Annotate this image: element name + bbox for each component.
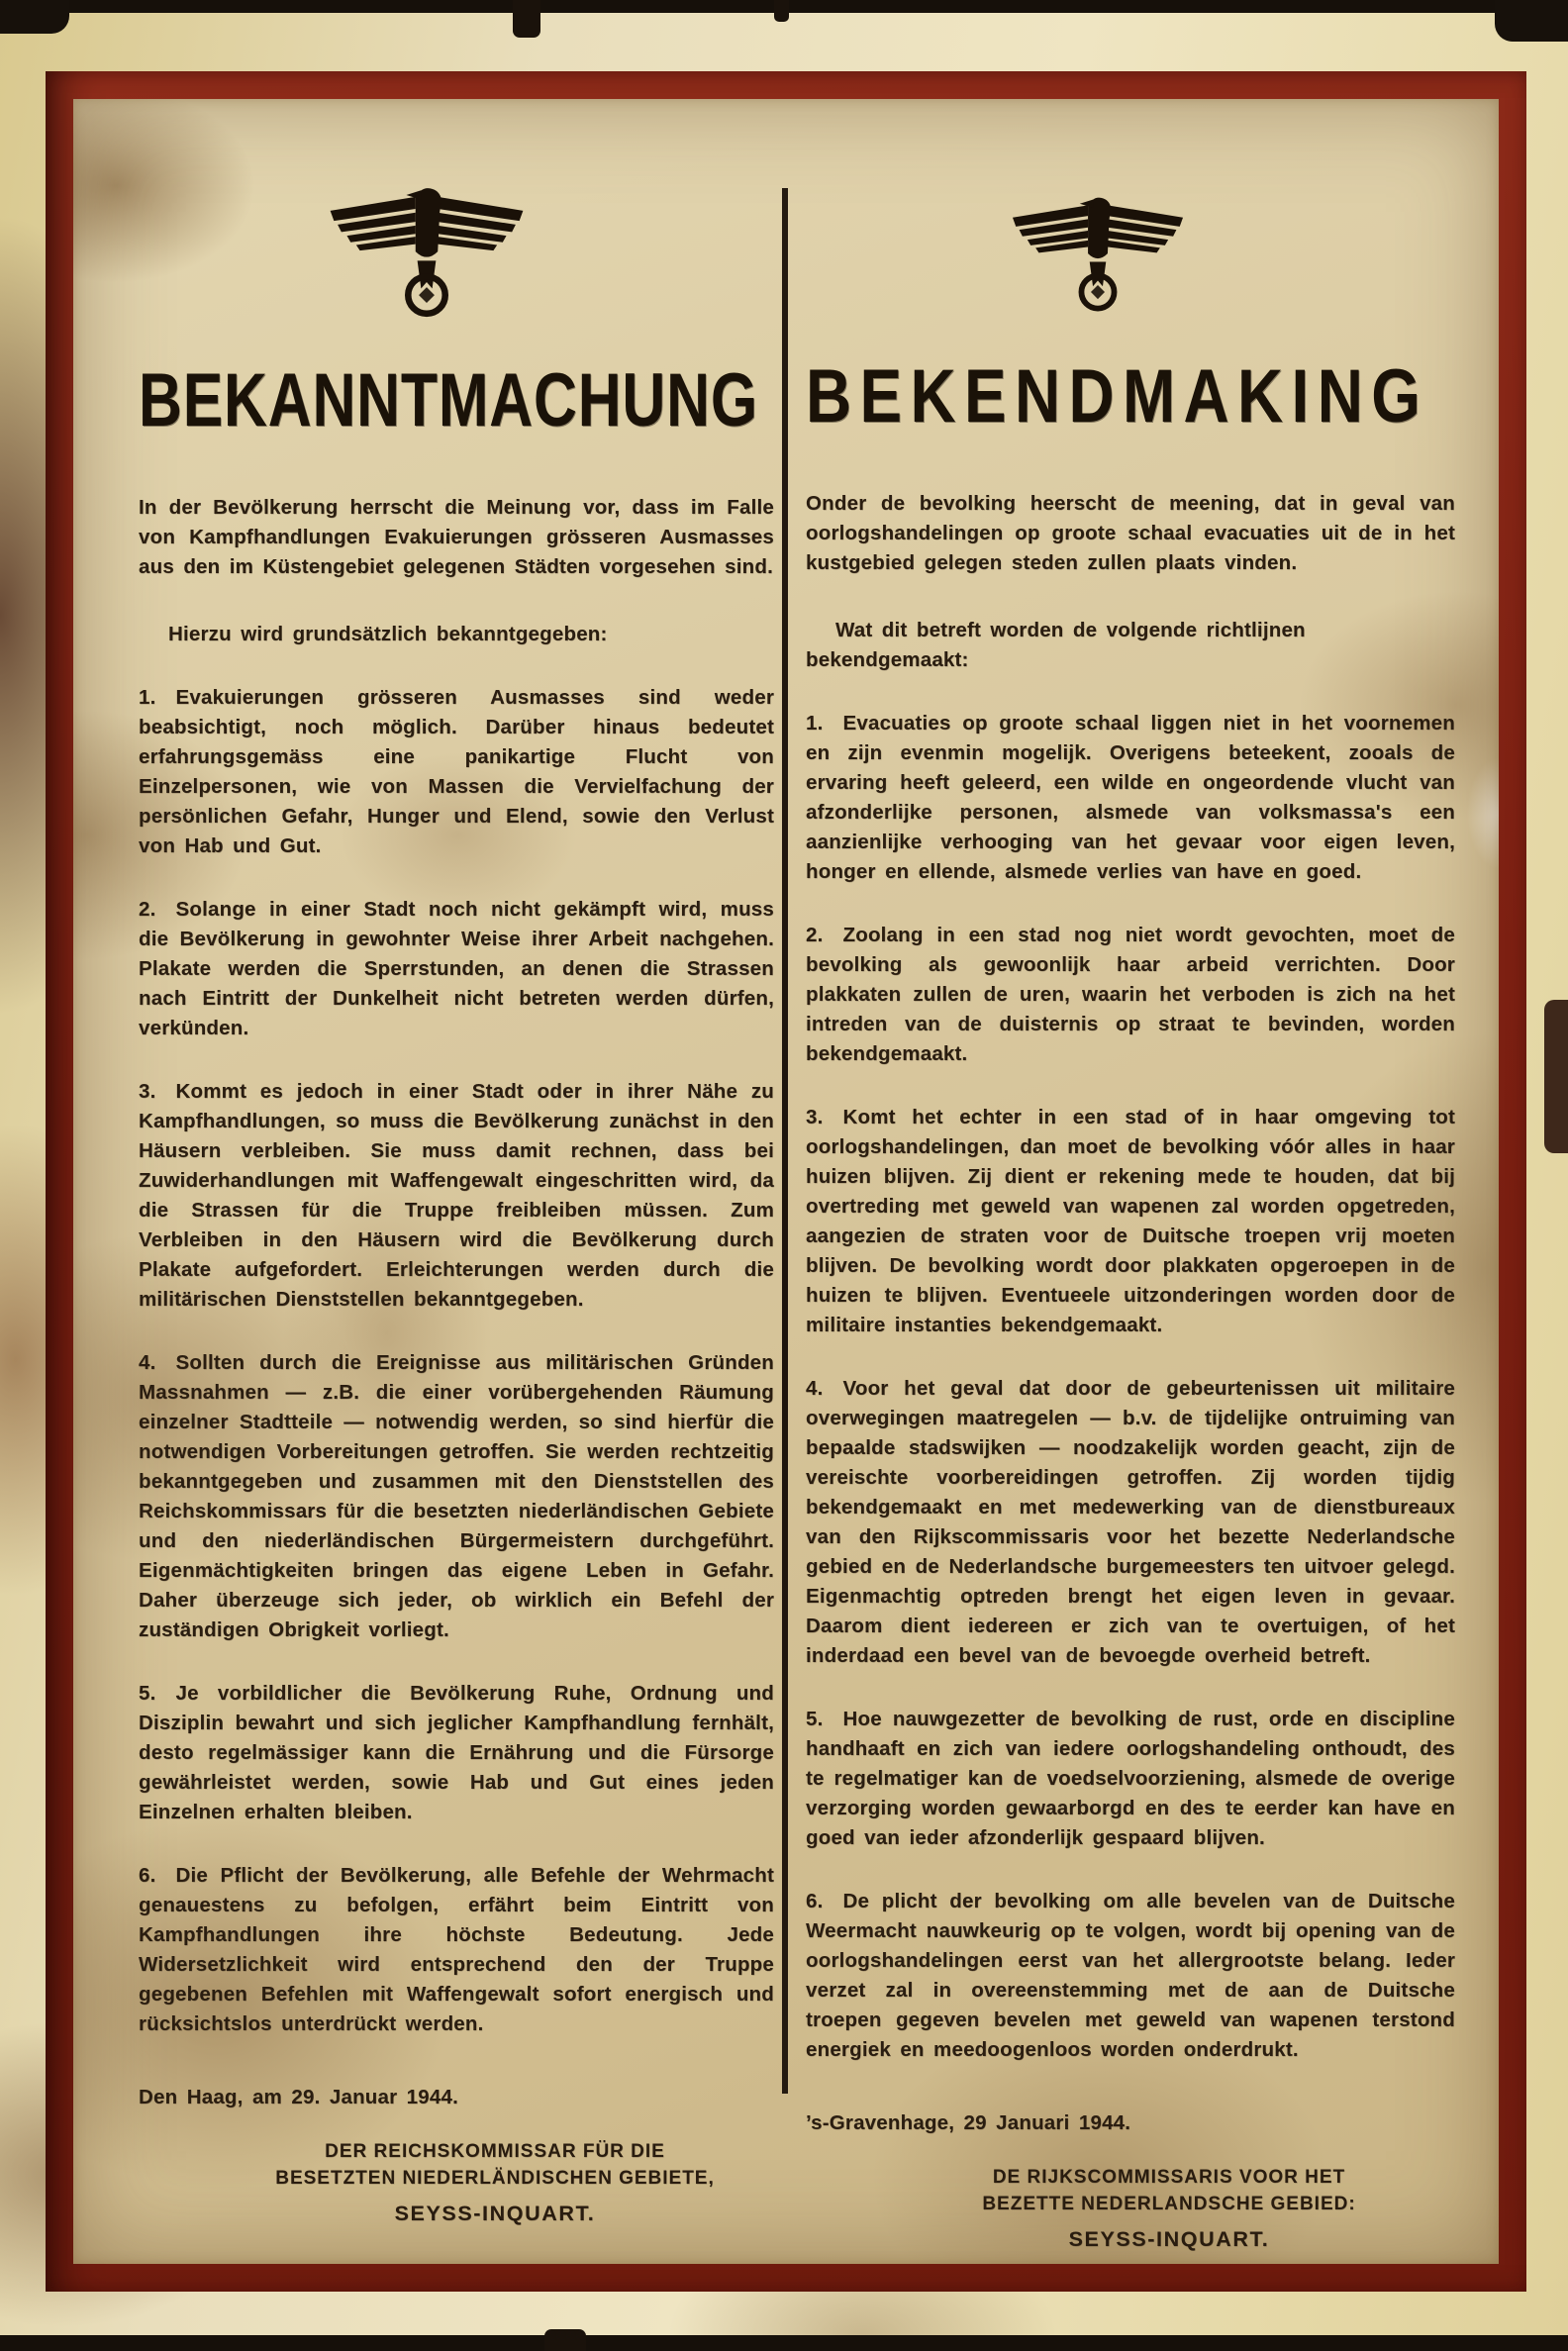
item-number: 3. (806, 1106, 824, 1128)
item-text: Kommt es jedoch in einer Stadt oder in ihrer Nähe zu Kampfhandlungen, so muss die Bevölkerung zunächst in den Häusern verbleiben. Sie muss damit rechnen, dass bei Zuwiderhandlungen mit Waffengewalt eingeschritten wird, da die Strassen für die Truppe freibleiben müssen. Zum Verbleiben in den Häusern wird die Bevölkerung durch Plakate aufgefordert. Erleichterungen werden durch die militärischen Dienststellen bekanntgegeben. (139, 1080, 774, 1311)
eagle-emblem-icon (325, 182, 529, 323)
proclamation-item-dutch-5 (806, 1705, 1455, 1853)
signature-block-german (139, 2138, 774, 2227)
item-text: Zoolang in een stad nog niet wordt gevochten, moet de bevolking als gewoonlijk haar arbeid verrichten. Door plakkaten zullen de uren, waarin het verboden is zich na het intreden van de duisternis op straat te bevinden, worden bekendgemaakt. (806, 924, 1455, 1065)
proclamation-item-german-4 (139, 1348, 774, 1645)
lead-in-dutch: Wat dit betreft worden de volgende richtlijnen bekendgemaakt: (806, 619, 1306, 671)
lead-in-german: Hierzu wird grundsätzlich bekanntgegeben: (168, 623, 608, 645)
proclamation-item-german-6 (139, 1861, 774, 2039)
item-text: Die Pflicht der Bevölkerung, alle Befehle der Wehrmacht genauestens zu befolgen, erfährt beim Eintritt von Kampfhandlungen ihre höchste Bedeutung. Jede Widersetzlichkeit wird entsprechend den der Truppe gegebenen Befehlen mit Waffengewalt sofort energisch und rücksichtslos unterdrückt werden. (139, 1864, 774, 2035)
item-text: Evacuaties op groote schaal liggen niet in het voornemen en zijn evenmin mogelijk. Overigens beteekent, zooals de ervaring heeft geleerd, een wilde en ongeordende vlucht van afzonderlijke personen, alsmede van volksmassa's een aanzienlijke verhooging van het gevaar voor eigen leven, honger en ellende, alsmede verlies van have en goed. (806, 712, 1455, 883)
intro-paragraph-german: In der Bevölkerung herrscht die Meinung vor, dass im Falle von Kampfhandlungen Evakuierungen grösseren Ausmasses aus den im Küstengebiet gelegenen Städten vorgesehen sind. (139, 496, 774, 578)
photo-corner-shadow (1495, 0, 1568, 42)
dateline-german: Den Haag, am 29. Januar 1944. (139, 2086, 458, 2108)
red-border-frame (46, 71, 1526, 2292)
signature-line: DE RIJKSCOMMISSARIS VOOR HET (992, 2167, 1346, 2188)
item-number: 1. (806, 712, 824, 735)
proclamation-item-dutch-4 (806, 1374, 1455, 1671)
signature-line: BEZETTE NEDERLANDSCHE GEBIED: (982, 2194, 1356, 2214)
proclamation-item-german-3 (139, 1077, 774, 1315)
photo-edge-mark (1544, 1000, 1568, 1153)
proclamation-item-dutch-2 (806, 921, 1455, 1069)
proclamation-item-german-2 (139, 895, 774, 1043)
dateline-dutch: ’s-Gravenhage, 29 Januari 1944. (806, 2111, 1131, 2134)
dutch-column (806, 354, 1455, 2253)
proclamation-item-dutch-3 (806, 1103, 1455, 1340)
photo-bottom-edge (0, 2335, 1568, 2351)
item-number: 5. (806, 1708, 824, 1730)
signature-name: SEYSS-INQUART. (1068, 2227, 1270, 2251)
proclamation-item-german-5 (139, 1679, 774, 1827)
proclamation-item-dutch-1 (806, 709, 1455, 887)
item-number: 1. (139, 686, 156, 709)
item-text: De plicht der bevolking om alle bevelen van de Duitsche Weermacht nauwkeurig op te volgen, wordt bij opening van de oorlogshandelingen eerst van het allergrootste belang. Ieder verzet zal in overeenstemming met de aan de Duitsche troepen gegeven bevelen met geweld van wapenen terstond energiek en meedoogenloos worden onderdrukt. (806, 1890, 1455, 2061)
title-dutch: BEKENDMAKING (806, 354, 1429, 439)
german-column (139, 358, 774, 2227)
signature-name: SEYSS-INQUART. (394, 2202, 596, 2225)
signature-line: DER REICHSKOMMISSAR FÜR DIE (325, 2141, 665, 2162)
item-text: Solange in einer Stadt noch nicht gekämpft wird, muss die Bevölkerung in gewohnter Weise ihrer Arbeit nachgehen. Plakate werden die Sperrstunden, an denen die Strassen nach Eintritt der Dunkelheit nicht betreten werden dürfen, verkünden. (139, 898, 774, 1039)
intro-paragraph-dutch: Onder de bevolking heerscht de meening, dat in geval van oorlogshandelingen op groote schaal evacuaties uit de in het kustgebied gelegen steden zullen plaats vinden. (806, 492, 1455, 574)
item-number: 4. (806, 1377, 824, 1400)
item-number: 6. (806, 1890, 824, 1912)
item-text: Evakuierungen grösseren Ausmasses sind weder beabsichtigt, noch möglich. Darüber hinaus bedeutet erfahrungsgemäss eine panikartige Flucht von Einzelpersonen, wie von Massen die Vervielfachung der persönlichen Gefahr, Hunger und Elend, sowie den Verlust von Hab und Gut. (139, 686, 774, 857)
item-number: 5. (139, 1682, 156, 1705)
hanging-tab-mark (544, 2329, 586, 2351)
proclamation-item-german-1 (139, 683, 774, 861)
item-text: Voor het geval dat door de gebeurtenissen uit militaire overwegingen maatregelen — b.v. de tijdelijke ontruiming van bepaalde stadswijken — noodzakelijk worden geacht, zijn de vereischte voorbereidingen getroffen. Zij worden tijdig bekendgemaakt en met medewerking van de dienstbureaux van den Rijkscommissaris voor het bezette Nederlandsche gebied en de Nederlandsche burgemeesters ten uitvoer gelegd. Eigenmachtig optreden brengt het eigen leven in gevaar. Daarom dient iedereen er zich van te overtuigen, of het inderdaad een bevel van de bevoegde overheid betreft. (806, 1377, 1455, 1667)
item-text: Hoe nauwgezetter de bevolking de rust, orde en discipline handhaaft en zich van iedere oorlogshandeling onthoudt, des te regelmatiger kan de voedselvoorziening, alsmede de overige verzorging worden gewaarborgd en des te eerder kan have en goed van ieder afzonderlijk gespaard blijven. (806, 1708, 1455, 1849)
item-text: Komt het echter in een stad of in haar omgeving tot oorlogshandelingen, dan moet de bevolking vóór alles in haar huizen blijven. Zij dient er rekening mede te houden, dat bij overtreding met geweld van wapenen zal worden opgetreden, aangezien de straten voor de Duitsche troepen vrij moeten blijven. De bevolking wordt door plakkaten opgeroepen in de huizen te blijven. Eventueele uitzonderingen worden door de militaire instanties bekendgemaakt. (806, 1106, 1455, 1336)
eagle-emblem-icon (1008, 192, 1188, 317)
hanging-tab-mark (513, 0, 540, 38)
item-text: Je vorbildlicher die Bevölkerung Ruhe, Ordnung und Disziplin bewahrt und sich jeglicher Kampfhandlung fernhält, desto regelmässiger kann die Ernährung und die Fürsorge gewährleistet werden, sowie Hab und Gut eines jeden Einzelnen erhalten bleiben. (139, 1682, 774, 1823)
item-number: 3. (139, 1080, 156, 1103)
photo-corner-shadow (0, 0, 69, 34)
item-text: Sollten durch die Ereignisse aus militärischen Gründen Massnahmen — z.B. die einer vorübergehenden Räumung einzelner Stadtteile — notwendig werden, so sind hierfür die notwendigen Vorbereitungen getroffen. Sie werden rechtzeitig bekanntgegeben und zusammen mit den Dienststellen des Reichskommissars für die besetzten niederländischen Gebiete und den niederländischen Bürgermeistern durchgeführt. Eigenmächtigkeiten bringen das eigene Leben in Gefahr. Daher überzeuge sich jeder, ob wirklich ein Befehl der zuständigen Obrigkeit vorliegt. (139, 1351, 774, 1641)
item-number: 6. (139, 1864, 156, 1887)
hanging-tab-mark (774, 0, 789, 22)
title-german: BEKANNTMACHUNG (139, 358, 758, 442)
signature-line: BESETZTEN NIEDERLÄNDISCHEN GEBIETE, (275, 2168, 715, 2189)
proclamation-poster (0, 10, 1568, 2337)
column-divider-rule (782, 188, 788, 2094)
item-number: 2. (806, 924, 824, 946)
proclamation-item-dutch-6 (806, 1887, 1455, 2065)
signature-block-dutch (806, 2164, 1455, 2253)
item-number: 4. (139, 1351, 156, 1374)
item-number: 2. (139, 898, 156, 921)
poster-paper (73, 99, 1499, 2264)
